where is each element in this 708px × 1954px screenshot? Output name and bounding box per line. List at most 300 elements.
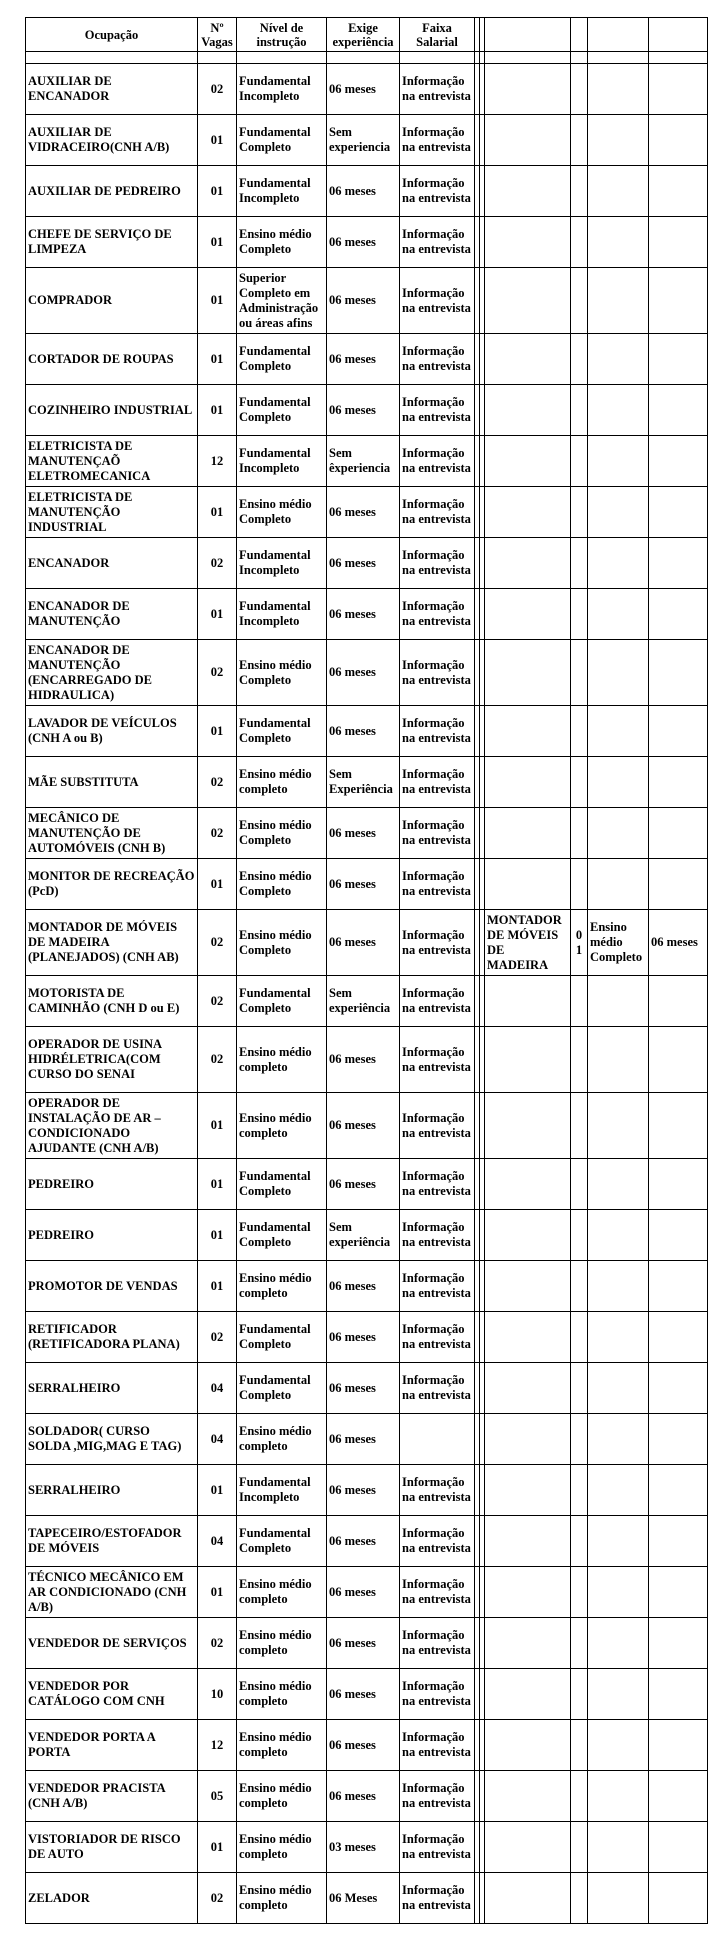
education-cell: Ensino médio Completo xyxy=(237,217,327,268)
vacancies-cell: 01 xyxy=(198,334,237,385)
occupation-cell: AUXILIAR DE ENCANADOR xyxy=(26,64,198,115)
education-cell: Ensino médio completo xyxy=(237,1873,327,1924)
extra-education-cell xyxy=(588,385,649,436)
extra-experience-cell xyxy=(649,1873,708,1924)
extra-experience-cell xyxy=(649,1027,708,1093)
salary-cell: Informação na entrevista xyxy=(400,589,475,640)
extra-vacancies-cell xyxy=(571,859,588,910)
salary-cell: Informação na entrevista xyxy=(400,976,475,1027)
salary-cell: Informação na entrevista xyxy=(400,1873,475,1924)
experience-cell: 06 meses xyxy=(327,166,400,217)
education-cell: Ensino médio completo xyxy=(237,1027,327,1093)
extra-vacancies-cell xyxy=(571,706,588,757)
header-occupation: Ocupação xyxy=(26,18,198,52)
table-row xyxy=(26,1363,708,1414)
extra-education-cell xyxy=(588,757,649,808)
extra-occupation-cell xyxy=(485,1771,571,1822)
extra-education-cell xyxy=(588,1027,649,1093)
extra-vacancies-cell xyxy=(571,217,588,268)
extra-experience-cell xyxy=(649,1210,708,1261)
extra-education-cell xyxy=(588,1567,649,1618)
extra-education-cell xyxy=(588,1261,649,1312)
extra-education-cell xyxy=(588,115,649,166)
extra-education-cell xyxy=(588,64,649,115)
salary-cell: Informação na entrevista xyxy=(400,808,475,859)
salary-cell: Informação na entrevista xyxy=(400,757,475,808)
extra-vacancies-cell xyxy=(571,976,588,1027)
table-row xyxy=(26,1720,708,1771)
extra-vacancies-cell xyxy=(571,1567,588,1618)
salary-cell: Informação na entrevista xyxy=(400,640,475,706)
header-education: Nível de instrução xyxy=(237,18,327,52)
extra-education-cell xyxy=(588,538,649,589)
header-extra-blank xyxy=(649,18,708,52)
extra-occupation-cell xyxy=(485,808,571,859)
extra-experience-cell xyxy=(649,487,708,538)
education-cell: Superior Completo em Administração ou áreas afins xyxy=(237,268,327,334)
extra-vacancies-cell: 01 xyxy=(571,910,588,976)
education-cell: Fundamental Incompleto xyxy=(237,166,327,217)
experience-cell: 06 meses xyxy=(327,640,400,706)
experience-cell: 06 meses xyxy=(327,334,400,385)
table-row xyxy=(26,1414,708,1465)
occupation-cell: ENCANADOR DE MANUTENÇÃO xyxy=(26,589,198,640)
occupation-cell: MONTADOR DE MÓVEIS DE MADEIRA (PLANEJADOS) (CNH AB) xyxy=(26,910,198,976)
education-cell: Fundamental Incompleto xyxy=(237,538,327,589)
occupation-cell: MECÂNICO DE MANUTENÇÃO DE AUTOMÓVEIS (CNH B) xyxy=(26,808,198,859)
extra-education-cell xyxy=(588,589,649,640)
extra-occupation-cell xyxy=(485,1618,571,1669)
extra-experience-cell xyxy=(649,1159,708,1210)
extra-occupation-cell xyxy=(485,976,571,1027)
table-row xyxy=(26,115,708,166)
table-row xyxy=(26,640,708,706)
experience-cell: 06 meses xyxy=(327,1027,400,1093)
experience-cell: 03 meses xyxy=(327,1822,400,1873)
experience-cell: 06 meses xyxy=(327,64,400,115)
extra-experience-cell xyxy=(649,1669,708,1720)
experience-cell: 06 meses xyxy=(327,808,400,859)
table-row xyxy=(26,334,708,385)
table-row xyxy=(26,64,708,115)
education-cell: Fundamental Completo xyxy=(237,1312,327,1363)
table-row xyxy=(26,706,708,757)
salary-cell: Informação na entrevista xyxy=(400,1210,475,1261)
extra-education-cell xyxy=(588,217,649,268)
experience-cell: 06 Meses xyxy=(327,1873,400,1924)
occupation-cell: PEDREIRO xyxy=(26,1210,198,1261)
education-cell: Fundamental Incompleto xyxy=(237,436,327,487)
header-salary: Faixa Salarial xyxy=(400,18,475,52)
extra-education-cell xyxy=(588,1159,649,1210)
experience-cell: 06 meses xyxy=(327,1720,400,1771)
vacancies-cell: 02 xyxy=(198,1618,237,1669)
experience-cell: 06 meses xyxy=(327,910,400,976)
extra-experience-cell xyxy=(649,808,708,859)
salary-cell xyxy=(400,1414,475,1465)
extra-occupation-cell xyxy=(485,487,571,538)
occupation-cell: VENDEDOR PRACISTA (CNH A/B) xyxy=(26,1771,198,1822)
vacancies-cell: 01 xyxy=(198,859,237,910)
extra-vacancies-cell xyxy=(571,1465,588,1516)
extra-occupation-cell xyxy=(485,436,571,487)
extra-vacancies-cell xyxy=(571,808,588,859)
extra-education-cell xyxy=(588,1363,649,1414)
extra-occupation-cell xyxy=(485,1210,571,1261)
extra-occupation-cell xyxy=(485,706,571,757)
extra-experience-cell xyxy=(649,640,708,706)
extra-occupation-cell xyxy=(485,1465,571,1516)
extra-experience-cell xyxy=(649,64,708,115)
salary-cell: Informação na entrevista xyxy=(400,1093,475,1159)
extra-education-cell xyxy=(588,1312,649,1363)
occupation-cell: SOLDADOR( CURSO SOLDA ,MIG,MAG E TAG) xyxy=(26,1414,198,1465)
table-body xyxy=(26,64,708,1924)
extra-vacancies-cell xyxy=(571,1618,588,1669)
experience-cell: 06 meses xyxy=(327,217,400,268)
extra-experience-cell xyxy=(649,1312,708,1363)
extra-vacancies-cell xyxy=(571,1210,588,1261)
extra-education-cell xyxy=(588,976,649,1027)
education-cell: Ensino médio Completo xyxy=(237,859,327,910)
extra-vacancies-cell xyxy=(571,115,588,166)
extra-experience-cell xyxy=(649,1516,708,1567)
extra-education-cell xyxy=(588,706,649,757)
education-cell: Ensino médio Completo xyxy=(237,910,327,976)
vacancies-cell: 05 xyxy=(198,1771,237,1822)
occupation-cell: OPERADOR DE USINA HIDRÉLETRICA(COM CURSO DO SENAI xyxy=(26,1027,198,1093)
header-extra-blank xyxy=(571,18,588,52)
extra-experience-cell xyxy=(649,385,708,436)
extra-vacancies-cell xyxy=(571,1261,588,1312)
occupation-cell: LAVADOR DE VEÍCULOS (CNH A ou B) xyxy=(26,706,198,757)
extra-experience-cell: 06 meses xyxy=(649,910,708,976)
experience-cell: 06 meses xyxy=(327,538,400,589)
extra-occupation-cell xyxy=(485,115,571,166)
header-vacancies: Nº Vagas xyxy=(198,18,237,52)
extra-vacancies-cell xyxy=(571,1363,588,1414)
vacancies-cell: 02 xyxy=(198,538,237,589)
table-row xyxy=(26,589,708,640)
vacancies-cell: 02 xyxy=(198,640,237,706)
vacancies-cell: 01 xyxy=(198,268,237,334)
extra-experience-cell xyxy=(649,436,708,487)
extra-occupation-cell xyxy=(485,1669,571,1720)
table-row xyxy=(26,757,708,808)
table-row xyxy=(26,1618,708,1669)
vacancies-cell: 01 xyxy=(198,385,237,436)
education-cell: Ensino médio completo xyxy=(237,1822,327,1873)
extra-experience-cell xyxy=(649,859,708,910)
salary-cell: Informação na entrevista xyxy=(400,1771,475,1822)
table-row xyxy=(26,1312,708,1363)
occupation-cell: TÉCNICO MECÂNICO EM AR CONDICIONADO (CNH A/B) xyxy=(26,1567,198,1618)
salary-cell: Informação na entrevista xyxy=(400,910,475,976)
extra-education-cell: Ensino médio Completo xyxy=(588,910,649,976)
extra-occupation-cell xyxy=(485,538,571,589)
extra-occupation-cell xyxy=(485,64,571,115)
job-vacancies-table xyxy=(25,17,708,1924)
education-cell: Fundamental Completo xyxy=(237,1159,327,1210)
extra-education-cell xyxy=(588,1669,649,1720)
education-cell: Fundamental Incompleto xyxy=(237,1465,327,1516)
salary-cell: Informação na entrevista xyxy=(400,436,475,487)
vacancies-cell: 01 xyxy=(198,1465,237,1516)
extra-education-cell xyxy=(588,268,649,334)
vacancies-cell: 12 xyxy=(198,1720,237,1771)
education-cell: Fundamental Completo xyxy=(237,976,327,1027)
extra-experience-cell xyxy=(649,757,708,808)
vacancies-cell: 12 xyxy=(198,436,237,487)
extra-vacancies-cell xyxy=(571,1027,588,1093)
occupation-cell: VENDEDOR PORTA A PORTA xyxy=(26,1720,198,1771)
experience-cell: 06 meses xyxy=(327,385,400,436)
experience-cell: Sem Experiência xyxy=(327,757,400,808)
extra-occupation-cell xyxy=(485,166,571,217)
vacancies-cell: 01 xyxy=(198,1210,237,1261)
salary-cell: Informação na entrevista xyxy=(400,64,475,115)
extra-vacancies-cell xyxy=(571,1873,588,1924)
occupation-cell: ELETRICISTA DE MANUTENÇÃO INDUSTRIAL xyxy=(26,487,198,538)
salary-cell: Informação na entrevista xyxy=(400,1261,475,1312)
table-row xyxy=(26,1261,708,1312)
extra-experience-cell xyxy=(649,1822,708,1873)
experience-cell: 06 meses xyxy=(327,859,400,910)
extra-vacancies-cell xyxy=(571,64,588,115)
experience-cell: 06 meses xyxy=(327,706,400,757)
extra-occupation-cell xyxy=(485,1414,571,1465)
occupation-cell: PEDREIRO xyxy=(26,1159,198,1210)
extra-education-cell xyxy=(588,166,649,217)
vacancies-cell: 02 xyxy=(198,1312,237,1363)
occupation-cell: MONITOR DE RECREAÇÃO (PcD) xyxy=(26,859,198,910)
extra-vacancies-cell xyxy=(571,1720,588,1771)
education-cell: Fundamental Incompleto xyxy=(237,64,327,115)
extra-experience-cell xyxy=(649,1771,708,1822)
extra-experience-cell xyxy=(649,1363,708,1414)
occupation-cell: VENDEDOR DE SERVIÇOS xyxy=(26,1618,198,1669)
education-cell: Fundamental Completo xyxy=(237,706,327,757)
table-row xyxy=(26,1873,708,1924)
vacancies-cell: 02 xyxy=(198,757,237,808)
salary-cell: Informação na entrevista xyxy=(400,334,475,385)
extra-vacancies-cell xyxy=(571,640,588,706)
extra-experience-cell xyxy=(649,115,708,166)
extra-experience-cell xyxy=(649,1618,708,1669)
experience-cell: 06 meses xyxy=(327,268,400,334)
extra-occupation-cell xyxy=(485,1093,571,1159)
occupation-cell: ZELADOR xyxy=(26,1873,198,1924)
experience-cell: Sem experiencia xyxy=(327,115,400,166)
vacancies-cell: 01 xyxy=(198,487,237,538)
extra-education-cell xyxy=(588,808,649,859)
extra-occupation-cell xyxy=(485,1822,571,1873)
experience-cell: 06 meses xyxy=(327,1312,400,1363)
table-row xyxy=(26,1567,708,1618)
vacancies-cell: 01 xyxy=(198,1261,237,1312)
extra-education-cell xyxy=(588,640,649,706)
education-cell: Ensino médio completo xyxy=(237,1093,327,1159)
extra-education-cell xyxy=(588,436,649,487)
extra-vacancies-cell xyxy=(571,589,588,640)
extra-vacancies-cell xyxy=(571,1822,588,1873)
extra-education-cell xyxy=(588,1516,649,1567)
header-experience: Exige experiência xyxy=(327,18,400,52)
experience-cell: 06 meses xyxy=(327,1465,400,1516)
salary-cell: Informação na entrevista xyxy=(400,706,475,757)
salary-cell: Informação na entrevista xyxy=(400,166,475,217)
vacancies-cell: 01 xyxy=(198,706,237,757)
extra-vacancies-cell xyxy=(571,1414,588,1465)
table-row xyxy=(26,1669,708,1720)
extra-vacancies-cell xyxy=(571,268,588,334)
experience-cell: 06 meses xyxy=(327,1261,400,1312)
spacer-row xyxy=(26,52,708,64)
vacancies-cell: 02 xyxy=(198,976,237,1027)
vacancies-cell: 01 xyxy=(198,1159,237,1210)
extra-occupation-cell xyxy=(485,640,571,706)
extra-education-cell xyxy=(588,1873,649,1924)
education-cell: Ensino médio Completo xyxy=(237,808,327,859)
vacancies-cell: 01 xyxy=(198,1093,237,1159)
extra-vacancies-cell xyxy=(571,334,588,385)
education-cell: Fundamental Completo xyxy=(237,1516,327,1567)
extra-occupation-cell xyxy=(485,1312,571,1363)
experience-cell: 06 meses xyxy=(327,1093,400,1159)
education-cell: Ensino médio completo xyxy=(237,1261,327,1312)
occupation-cell: AUXILIAR DE VIDRACEIRO(CNH A/B) xyxy=(26,115,198,166)
occupation-cell: VISTORIADOR DE RISCO DE AUTO xyxy=(26,1822,198,1873)
education-cell: Ensino médio completo xyxy=(237,1669,327,1720)
table-row xyxy=(26,976,708,1027)
education-cell: Fundamental Completo xyxy=(237,1210,327,1261)
education-cell: Ensino médio Completo xyxy=(237,640,327,706)
table-row xyxy=(26,1771,708,1822)
education-cell: Fundamental Completo xyxy=(237,334,327,385)
vacancies-cell: 10 xyxy=(198,1669,237,1720)
extra-experience-cell xyxy=(649,1093,708,1159)
experience-cell: 06 meses xyxy=(327,1516,400,1567)
extra-occupation-cell xyxy=(485,334,571,385)
salary-cell: Informação na entrevista xyxy=(400,1567,475,1618)
extra-occupation-cell: MONTADOR DE MÓVEIS DE MADEIRA xyxy=(485,910,571,976)
table-row xyxy=(26,487,708,538)
extra-vacancies-cell xyxy=(571,1669,588,1720)
occupation-cell: MÃE SUBSTITUTA xyxy=(26,757,198,808)
vacancies-cell: 04 xyxy=(198,1516,237,1567)
experience-cell: 06 meses xyxy=(327,1618,400,1669)
salary-cell: Informação na entrevista xyxy=(400,538,475,589)
extra-occupation-cell xyxy=(485,1363,571,1414)
extra-education-cell xyxy=(588,1210,649,1261)
occupation-cell: AUXILIAR DE PEDREIRO xyxy=(26,166,198,217)
extra-experience-cell xyxy=(649,706,708,757)
extra-experience-cell xyxy=(649,1261,708,1312)
header-extra-blank xyxy=(485,18,571,52)
table-row xyxy=(26,538,708,589)
occupation-cell: MOTORISTA DE CAMINHÃO (CNH D ou E) xyxy=(26,976,198,1027)
extra-vacancies-cell xyxy=(571,487,588,538)
education-cell: Ensino médio Completo xyxy=(237,487,327,538)
extra-occupation-cell xyxy=(485,1027,571,1093)
extra-vacancies-cell xyxy=(571,436,588,487)
extra-experience-cell xyxy=(649,1720,708,1771)
vacancies-cell: 04 xyxy=(198,1414,237,1465)
header-extra-blank xyxy=(588,18,649,52)
vacancies-cell: 02 xyxy=(198,808,237,859)
table-row xyxy=(26,808,708,859)
vacancies-cell: 04 xyxy=(198,1363,237,1414)
extra-experience-cell xyxy=(649,1414,708,1465)
extra-vacancies-cell xyxy=(571,385,588,436)
education-cell: Fundamental Completo xyxy=(237,1363,327,1414)
table-row xyxy=(26,1159,708,1210)
occupation-cell: COZINHEIRO INDUSTRIAL xyxy=(26,385,198,436)
education-cell: Fundamental Completo xyxy=(237,115,327,166)
extra-experience-cell xyxy=(649,589,708,640)
education-cell: Ensino médio completo xyxy=(237,1567,327,1618)
occupation-cell: RETIFICADOR (RETIFICADORA PLANA) xyxy=(26,1312,198,1363)
table-row xyxy=(26,859,708,910)
table-row xyxy=(26,1822,708,1873)
extra-occupation-cell xyxy=(485,385,571,436)
salary-cell: Informação na entrevista xyxy=(400,1465,475,1516)
salary-cell: Informação na entrevista xyxy=(400,115,475,166)
salary-cell: Informação na entrevista xyxy=(400,1159,475,1210)
table-row xyxy=(26,1093,708,1159)
extra-occupation-cell xyxy=(485,859,571,910)
salary-cell: Informação na entrevista xyxy=(400,1516,475,1567)
extra-occupation-cell xyxy=(485,217,571,268)
salary-cell: Informação na entrevista xyxy=(400,1720,475,1771)
extra-education-cell xyxy=(588,1771,649,1822)
experience-cell: 06 meses xyxy=(327,1771,400,1822)
extra-occupation-cell xyxy=(485,268,571,334)
experience-cell: 06 meses xyxy=(327,589,400,640)
occupation-cell: VENDEDOR POR CATÁLOGO COM CNH xyxy=(26,1669,198,1720)
table-row xyxy=(26,217,708,268)
extra-education-cell xyxy=(588,487,649,538)
salary-cell: Informação na entrevista xyxy=(400,1312,475,1363)
education-cell: Ensino médio completo xyxy=(237,1414,327,1465)
extra-experience-cell xyxy=(649,976,708,1027)
extra-experience-cell xyxy=(649,1465,708,1516)
extra-experience-cell xyxy=(649,268,708,334)
table-row xyxy=(26,1516,708,1567)
extra-education-cell xyxy=(588,334,649,385)
table-row xyxy=(26,1465,708,1516)
extra-experience-cell xyxy=(649,166,708,217)
salary-cell: Informação na entrevista xyxy=(400,487,475,538)
experience-cell: 06 meses xyxy=(327,1567,400,1618)
extra-occupation-cell xyxy=(485,589,571,640)
experience-cell: 06 meses xyxy=(327,487,400,538)
extra-occupation-cell xyxy=(485,1516,571,1567)
education-cell: Ensino médio completo xyxy=(237,1618,327,1669)
occupation-cell: PROMOTOR DE VENDAS xyxy=(26,1261,198,1312)
table-row xyxy=(26,268,708,334)
education-cell: Ensino médio completo xyxy=(237,757,327,808)
occupation-cell: ENCANADOR DE MANUTENÇÃO (ENCARREGADO DE HIDRAULICA) xyxy=(26,640,198,706)
extra-vacancies-cell xyxy=(571,1159,588,1210)
occupation-cell: ELETRICISTA DE MANUTENÇAÕ ELETROMECANICA xyxy=(26,436,198,487)
salary-cell: Informação na entrevista xyxy=(400,1363,475,1414)
extra-vacancies-cell xyxy=(571,538,588,589)
vacancies-cell: 01 xyxy=(198,115,237,166)
extra-occupation-cell xyxy=(485,757,571,808)
education-cell: Ensino médio completo xyxy=(237,1771,327,1822)
extra-occupation-cell xyxy=(485,1873,571,1924)
